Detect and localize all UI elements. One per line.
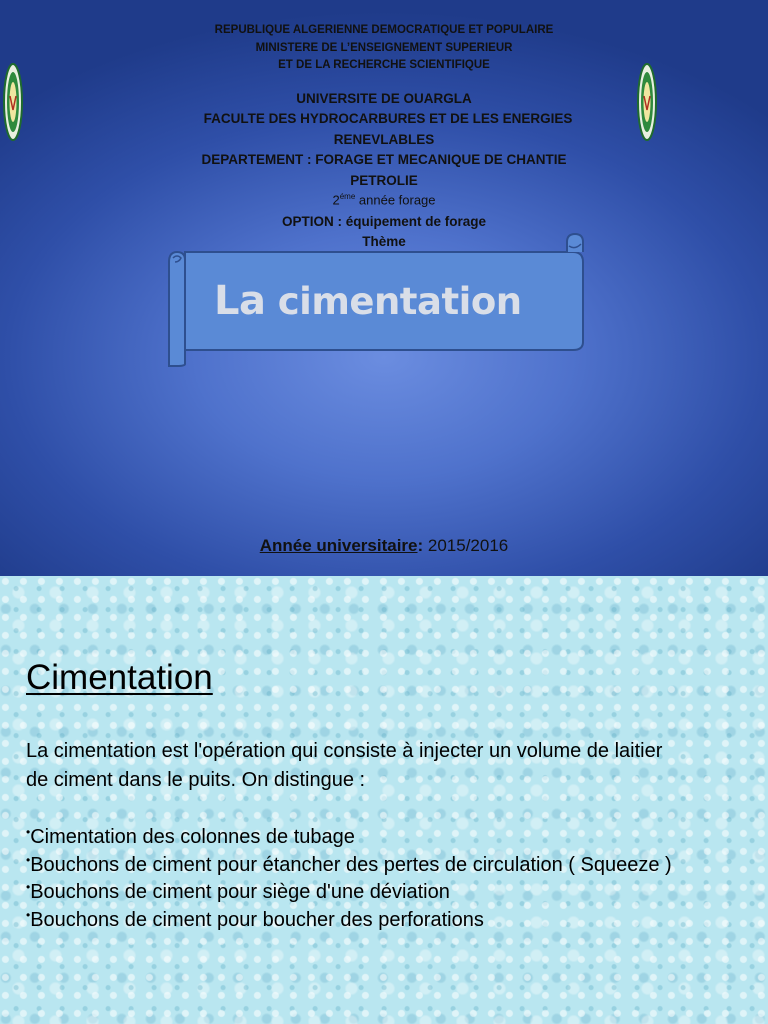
academic-year-label: Année universitaire <box>259 536 418 555</box>
department-heading-line1: DEPARTEMENT : FORAGE ET MECANIQUE DE CHANTIE <box>201 152 567 167</box>
presentation-title <box>214 278 522 324</box>
faculty-heading-line2: RENEVLABLES <box>333 132 435 147</box>
university-heading: UNIVERSITE DE OUARGLA <box>296 91 472 106</box>
theme-label: Thème <box>362 234 406 249</box>
year-text: année forage <box>355 192 436 208</box>
academic-year <box>0 536 768 556</box>
department-heading-line2: PETROLIE <box>350 173 418 188</box>
list-item <box>26 880 450 904</box>
research-heading: ET DE LA RECHERCHE SCIENTIFIQUE <box>278 59 490 71</box>
bullet-icon: • <box>26 908 31 922</box>
option-heading: OPTION : équipement de forage <box>281 214 487 229</box>
list-item-text: Bouchons de ciment pour boucher des perforations <box>30 909 484 931</box>
year-number: 2 <box>332 192 340 208</box>
faculty-heading-line1: FACULTE DES HYDROCARBURES ET DE LES ENERGIES <box>203 111 573 126</box>
list-item <box>26 908 484 932</box>
academic-year-value: 2015/2016 <box>423 536 509 555</box>
year-superscript: éme <box>339 192 356 201</box>
intro-text-line1: La cimentation est l'opération qui consiste à injecter un volume de laitier <box>26 740 663 762</box>
bullet-icon: • <box>26 825 31 839</box>
content-slide <box>0 576 768 1024</box>
ministry-heading: MINISTERE DE L’ENSEIGNEMENT SUPERIEUR <box>255 42 513 54</box>
year-level <box>0 192 768 207</box>
title-main-word: cimentation <box>277 280 522 323</box>
bullet-icon: • <box>26 880 31 894</box>
title-first-word: La <box>214 278 266 324</box>
list-item-text: Cimentation des colonnes de tubage <box>30 826 355 848</box>
academic-year-colon: : <box>417 536 424 555</box>
list-item-text: Bouchons de ciment pour siège d'une déviation <box>30 881 450 903</box>
slide-title: Cimentation <box>26 658 213 697</box>
intro-text-line2: de ciment dans le puits. On distingue : <box>26 769 366 791</box>
list-item <box>26 825 355 849</box>
bullet-icon: • <box>26 853 31 867</box>
list-item-text: Bouchons de ciment pour étancher des pertes de circulation ( Squeeze ) <box>30 854 672 876</box>
list-item <box>26 853 672 877</box>
republic-heading: REPUBLIQUE ALGERIENNE DEMOCRATIQUE ET POPULAIRE <box>214 24 554 36</box>
